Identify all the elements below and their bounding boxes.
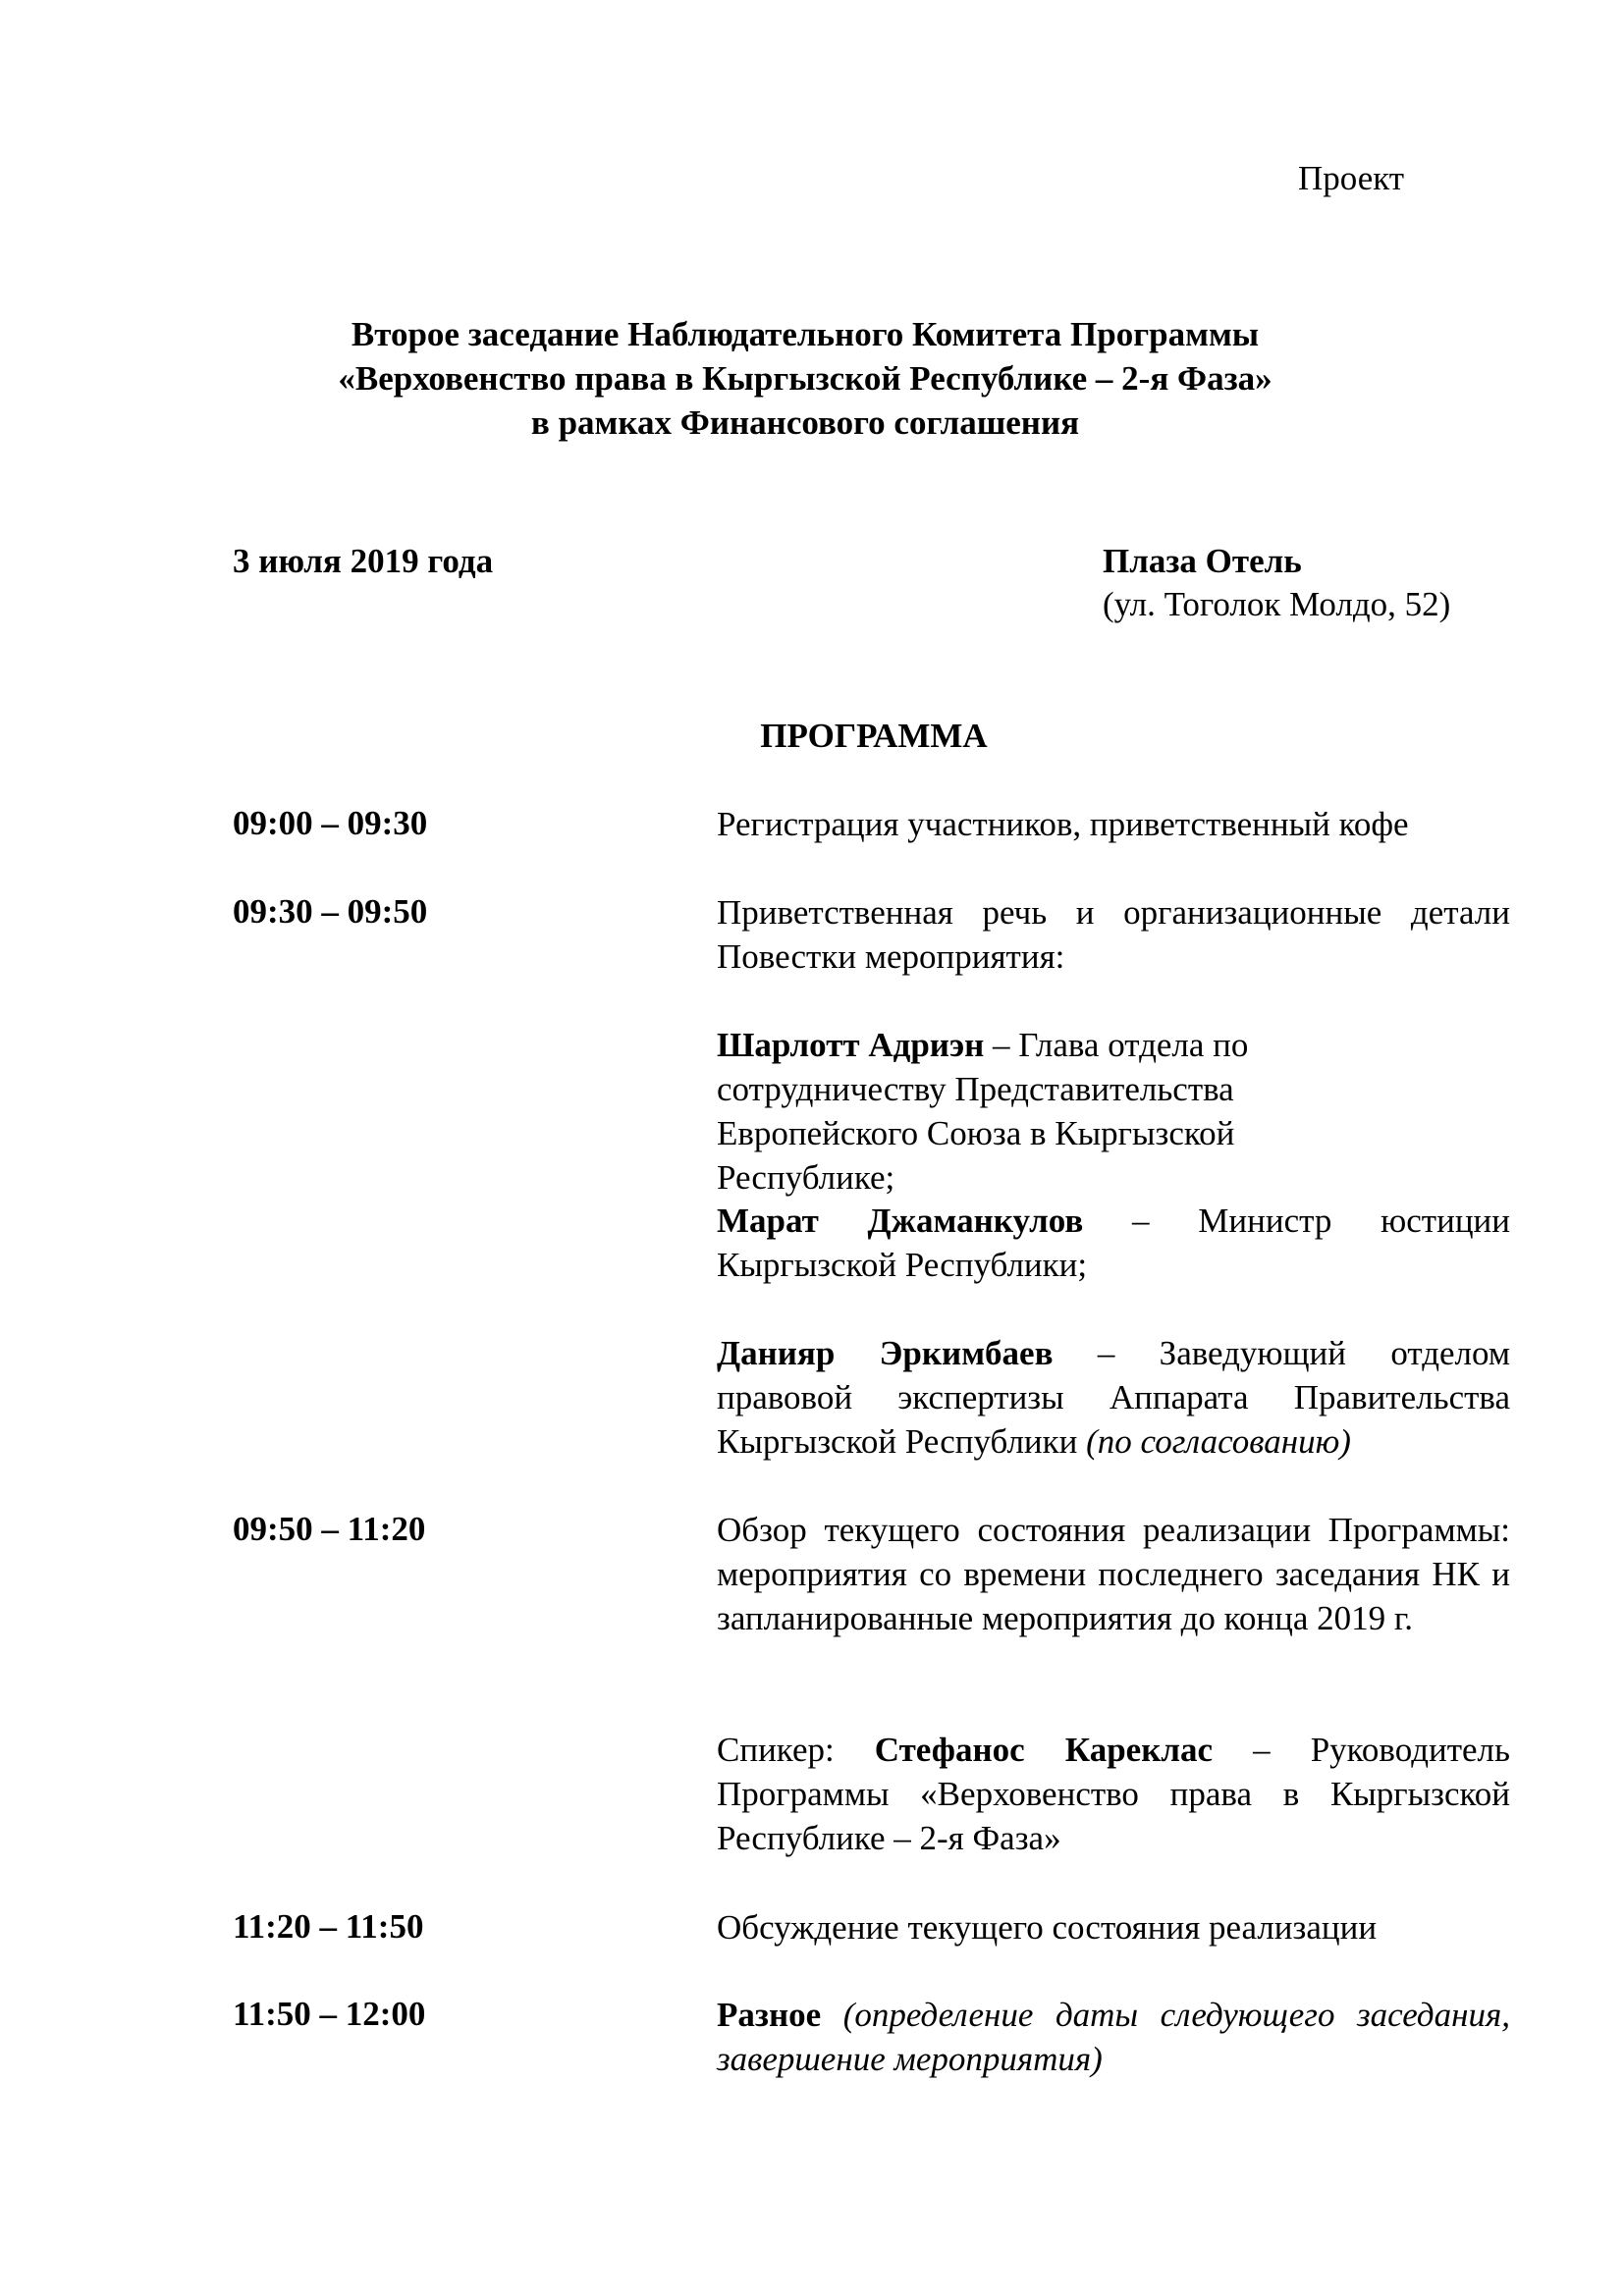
venue-address: (ул. Тоголок Молдо, 52) [1103, 585, 1451, 623]
slot-time: 09:50 – 11:20 [233, 1510, 426, 1548]
speaker-note: (по согласованию) [1086, 1422, 1351, 1461]
venue-name: Плаза Отель [1103, 542, 1302, 580]
document-title [295, 312, 1316, 445]
slot-time: 11:50 – 12:00 [233, 1995, 426, 2033]
slot-description: Приветственная речь и организационные детали Повестки мероприятия: [717, 893, 1510, 976]
event-date: 3 июля 2019 года [233, 542, 494, 580]
draft-label: Проект [1298, 159, 1405, 197]
slot-time: 09:00 – 09:30 [233, 804, 428, 842]
speaker-role: – Заведующий отделом правовой экспертизы Аппарата Правительства Кыргызской Республики [717, 1334, 1510, 1461]
slot-description: Обсуждение текущего состояния реализации [717, 1908, 1378, 1947]
title-line-1: Второе заседание Наблюдательного Комитета Программы [351, 315, 1260, 353]
slot-description: Обзор текущего состояния реализации Программы: мероприятия со времени последнего заседания НК и запланированные мероприятия до конца 2019 г. [717, 1511, 1510, 1637]
slot-time: 11:20 – 11:50 [233, 1907, 424, 1946]
title-line-2: «Верховенство права в Кыргызской Республике – 2-я Фаза» [338, 359, 1272, 398]
slot-time: 09:30 – 09:50 [233, 892, 428, 931]
program-heading: ПРОГРАММА [760, 717, 988, 755]
speaker-role: – Глава отдела по сотрудничеству Представительства Европейского Союза в Кыргызской Республике; [717, 1026, 1249, 1197]
slot-note: (определение даты следующего заседания, завершение мероприятия) [717, 1996, 1510, 2078]
slot-title: Разное [717, 1996, 822, 2034]
title-line-3: в рамках Финансового соглашения [530, 403, 1080, 442]
speaker-name: Данияр Эркимбаев [717, 1334, 1054, 1372]
speaker-role: – Руководитель Программы «Верховенство права в Кыргызской Республике – 2-я Фаза» [717, 1731, 1510, 1857]
speaker-entry [717, 1199, 1510, 1287]
speaker-name: Стефанос Кареклас [874, 1731, 1214, 1769]
speaker-prefix: Спикер: [717, 1731, 875, 1769]
speaker-name: Марат Джаманкулов [717, 1201, 1084, 1240]
speaker-role: – Министр юстиции Кыргызской Республики; [717, 1201, 1511, 1284]
slot-description: Регистрация участников, приветственный кофе [717, 805, 1409, 843]
speaker-entry [717, 1728, 1510, 1860]
speaker-name: Шарлотт Адриэн [717, 1026, 985, 1064]
speaker-entry [717, 1331, 1510, 1464]
speaker-entry [717, 1023, 1345, 1200]
slot-description [717, 1993, 1510, 2081]
event-venue [1103, 540, 1450, 626]
